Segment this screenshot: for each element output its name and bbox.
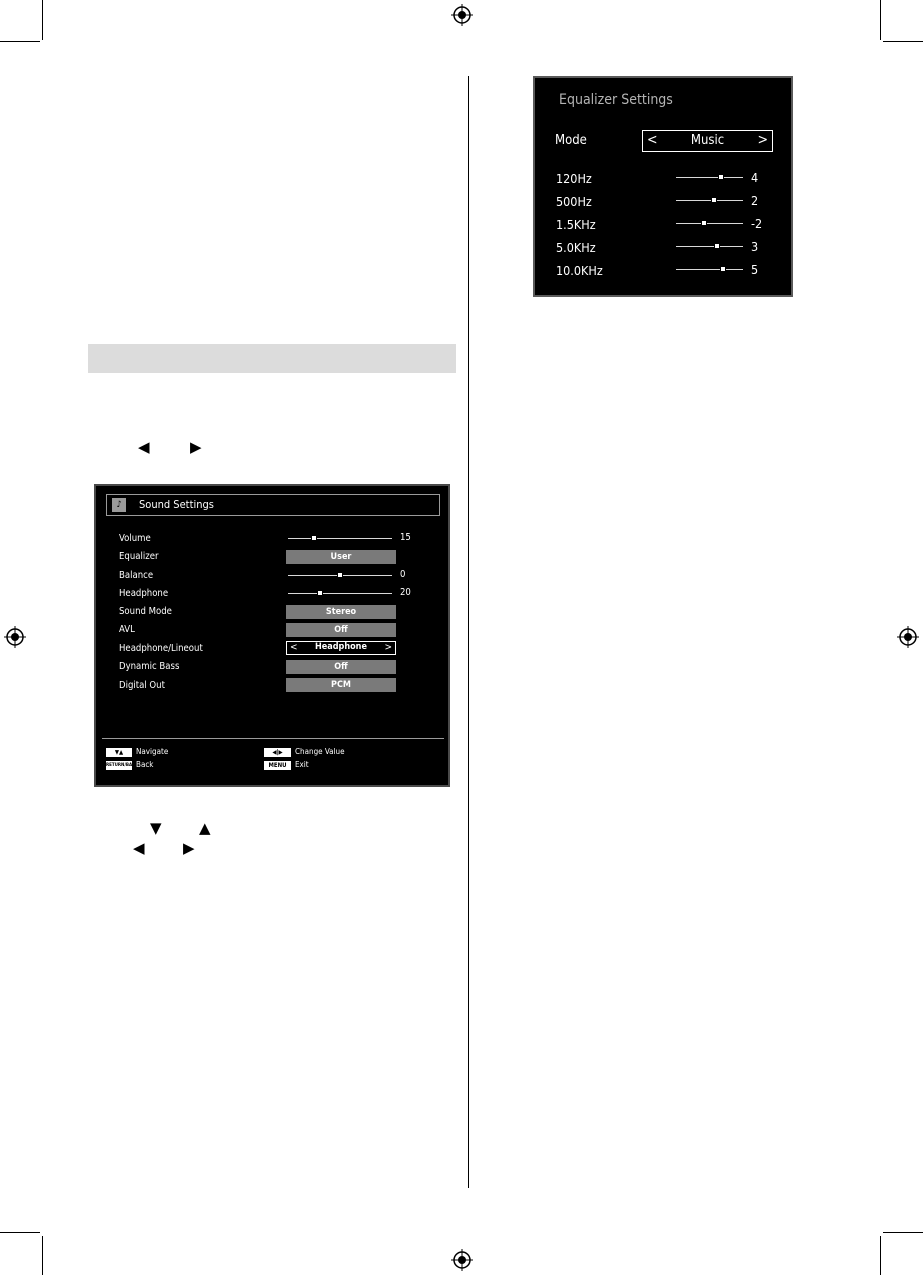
section-heading-bar [88, 344, 456, 373]
mode-label: Mode [555, 133, 587, 148]
up-arrow-icon: ▲ [199, 819, 211, 837]
headphone-label: Headphone [119, 588, 169, 599]
crop-mark [0, 1232, 40, 1233]
band-slider-1-5khz[interactable] [676, 223, 743, 224]
band-label-5-0khz: 5.0KHz [556, 240, 596, 255]
change-key-icon: ◀|▶ [264, 748, 291, 757]
volume-value: 15 [400, 532, 411, 543]
chevron-left-icon[interactable]: < [290, 642, 298, 653]
registration-mark-icon [897, 626, 919, 648]
menu-title: Sound Settings [139, 498, 214, 511]
volume-slider[interactable] [288, 538, 392, 539]
band-knob-500hz[interactable] [711, 197, 717, 203]
equalizer-label: Equalizer [119, 551, 159, 562]
dynamic-bass-label: Dynamic Bass [119, 661, 180, 672]
band-label-10-0khz: 10.0KHz [556, 263, 603, 278]
chevron-left-icon[interactable]: < [647, 132, 658, 148]
band-value-500hz: 2 [751, 193, 759, 208]
navigate-key-icon: ▼▲ [106, 748, 132, 757]
registration-mark-icon [4, 626, 26, 648]
headphone-lineout-option[interactable] [286, 641, 396, 655]
left-arrow-icon: ◀ [138, 438, 150, 456]
equalizer-settings-menu [533, 76, 793, 297]
menu-key-icon: MENU [264, 761, 291, 770]
registration-mark-icon [451, 1249, 473, 1271]
crop-mark [42, 0, 43, 40]
left-arrow-icon: ◀ [133, 839, 145, 857]
sound-mode-option[interactable]: Stereo [286, 605, 396, 619]
dynamic-bass-option[interactable]: Off [286, 660, 396, 674]
sound-settings-menu [94, 484, 450, 787]
digital-out-option[interactable]: PCM [286, 678, 396, 692]
exit-hint: Exit [295, 760, 309, 769]
mode-value: Music [690, 133, 725, 148]
back-key-icon: RETURN/BACK [106, 763, 139, 768]
chevron-right-icon[interactable]: > [384, 642, 392, 653]
crop-mark [883, 41, 923, 42]
crop-mark [883, 1232, 923, 1233]
crop-mark [0, 41, 40, 42]
registration-mark-icon [451, 4, 473, 26]
digital-out-label: Digital Out [119, 680, 165, 691]
speaker-icon: ♪ [112, 498, 126, 512]
column-divider [468, 76, 469, 1188]
crop-mark [42, 1236, 43, 1275]
help-separator [102, 738, 444, 739]
volume-slider-knob[interactable] [311, 535, 317, 541]
back-hint: Back [136, 760, 154, 769]
band-knob-10-0khz[interactable] [720, 266, 726, 272]
right-arrow-icon: ▶ [190, 438, 202, 456]
band-knob-120hz[interactable] [718, 174, 724, 180]
avl-label: AVL [119, 624, 135, 635]
crop-mark [880, 0, 881, 40]
avl-option[interactable]: Off [286, 623, 396, 637]
balance-value: 0 [400, 569, 406, 580]
equalizer-option[interactable]: User [286, 550, 396, 564]
volume-label: Volume [119, 533, 151, 544]
band-value-10-0khz: 5 [751, 262, 759, 277]
navigate-hint: Navigate [136, 747, 169, 756]
equalizer-title: Equalizer Settings [559, 92, 673, 108]
band-slider-5-0khz[interactable] [676, 246, 743, 247]
mode-selector[interactable] [642, 130, 773, 152]
band-value-5-0khz: 3 [751, 239, 759, 254]
band-value-1-5khz: -2 [751, 216, 763, 231]
band-knob-5-0khz[interactable] [714, 243, 720, 249]
menu-title-bar [106, 494, 440, 516]
headphone-slider[interactable] [288, 593, 392, 594]
band-label-1-5khz: 1.5KHz [556, 217, 596, 232]
crop-mark [880, 1236, 881, 1275]
band-label-500hz: 500Hz [556, 194, 592, 209]
chevron-right-icon[interactable]: > [757, 132, 768, 148]
headphone-value: 20 [400, 587, 411, 598]
band-slider-10-0khz[interactable] [676, 269, 743, 270]
balance-slider-knob[interactable] [337, 572, 343, 578]
headphone-slider-knob[interactable] [317, 590, 323, 596]
headphone-lineout-value: Headphone [315, 642, 367, 652]
change-value-hint: Change Value [295, 747, 345, 756]
headphone-lineout-label: Headphone/Lineout [119, 643, 203, 654]
balance-label: Balance [119, 570, 154, 581]
sound-mode-label: Sound Mode [119, 606, 172, 617]
down-arrow-icon: ▼ [150, 819, 162, 837]
band-slider-120hz[interactable] [676, 177, 743, 178]
band-label-120hz: 120Hz [556, 171, 592, 186]
band-slider-500hz[interactable] [676, 200, 743, 201]
band-knob-1-5khz[interactable] [701, 220, 707, 226]
band-value-120hz: 4 [751, 170, 759, 185]
right-arrow-icon: ▶ [183, 839, 195, 857]
